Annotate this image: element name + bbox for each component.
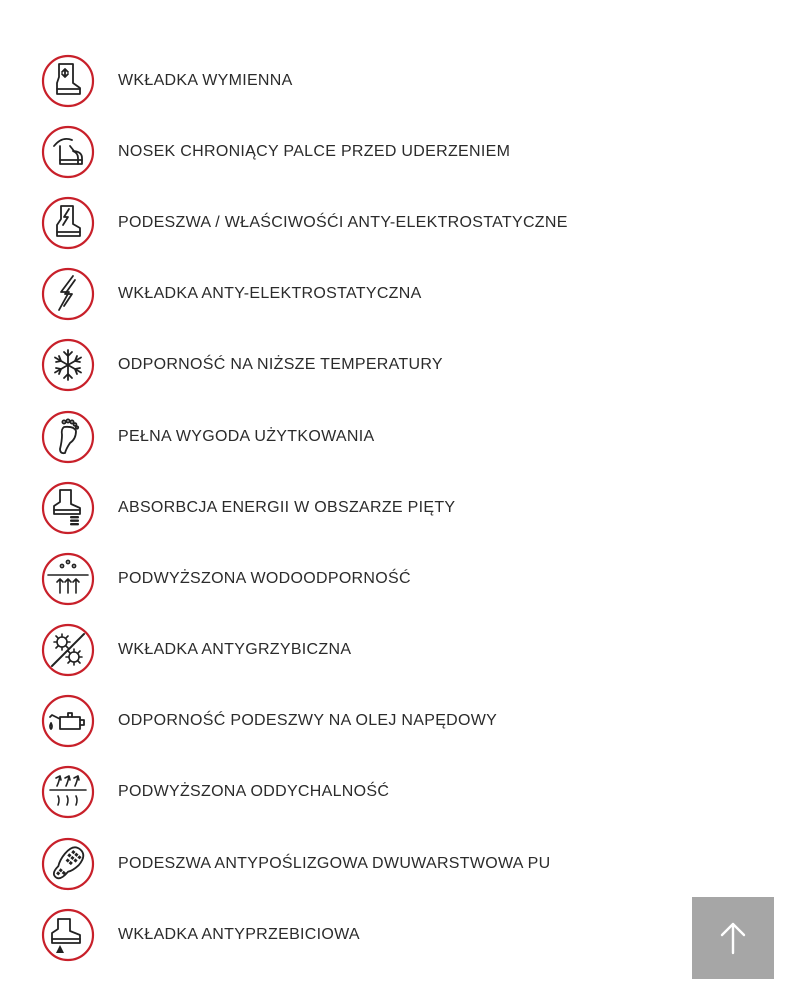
- feature-label: WKŁADKA ANTYGRZYBICZNA: [118, 641, 352, 659]
- antistatic-insole-icon: [40, 266, 96, 322]
- back-to-top-button[interactable]: [692, 897, 774, 979]
- breathability-icon: [40, 764, 96, 820]
- removable-insole-icon: [40, 53, 96, 109]
- arrow-up-icon: [719, 921, 747, 955]
- toe-cap-icon: [40, 124, 96, 180]
- foot-comfort-icon: [40, 409, 96, 465]
- feature-label: PODESZWA / WŁAŚCIWOŚĆI ANTY-ELEKTROSTATYCZNE: [118, 213, 568, 231]
- snowflake-icon: [40, 337, 96, 393]
- antistatic-boot-icon: [40, 195, 96, 251]
- feature-list: [40, 45, 680, 970]
- feature-item: [40, 259, 680, 330]
- feature-item: [40, 899, 680, 970]
- puncture-resistant-icon: [40, 907, 96, 963]
- feature-item: [40, 330, 680, 401]
- feature-item: [40, 686, 680, 757]
- feature-item: [40, 116, 680, 187]
- feature-label: WKŁADKA ANTYPRZEBICIOWA: [118, 925, 360, 943]
- feature-item: [40, 615, 680, 686]
- antifungal-icon: [40, 622, 96, 678]
- water-resistance-icon: [40, 551, 96, 607]
- feature-item: [40, 828, 680, 899]
- feature-item: [40, 45, 680, 116]
- feature-label: PODWYŻSZONA WODOODPORNOŚĆ: [118, 569, 411, 587]
- feature-item: [40, 401, 680, 472]
- feature-label: ODPORNOŚĆ NA NIŻSZE TEMPERATURY: [118, 356, 443, 374]
- anti-slip-sole-icon: [40, 836, 96, 892]
- feature-label: NOSEK CHRONIĄCY PALCE PRZED UDERZENIEM: [118, 142, 511, 160]
- feature-label: PODESZWA ANTYPOŚLIZGOWA DWUWARSTWOWA PU: [118, 854, 551, 872]
- feature-item: [40, 543, 680, 614]
- feature-label: WKŁADKA WYMIENNA: [118, 71, 293, 89]
- feature-item: [40, 757, 680, 828]
- feature-label: PODWYŻSZONA ODDYCHALNOŚĆ: [118, 783, 390, 801]
- heel-absorption-icon: [40, 480, 96, 536]
- feature-label: ODPORNOŚĆ PODESZWY NA OLEJ NAPĘDOWY: [118, 712, 498, 730]
- feature-label: PEŁNA WYGODA UŻYTKOWANIA: [118, 427, 375, 445]
- feature-label: WKŁADKA ANTY-ELEKTROSTATYCZNA: [118, 285, 422, 303]
- feature-item: [40, 472, 680, 543]
- oil-can-icon: [40, 693, 96, 749]
- feature-item: [40, 187, 680, 258]
- feature-label: ABSORBCJA ENERGII W OBSZARZE PIĘTY: [118, 498, 456, 516]
